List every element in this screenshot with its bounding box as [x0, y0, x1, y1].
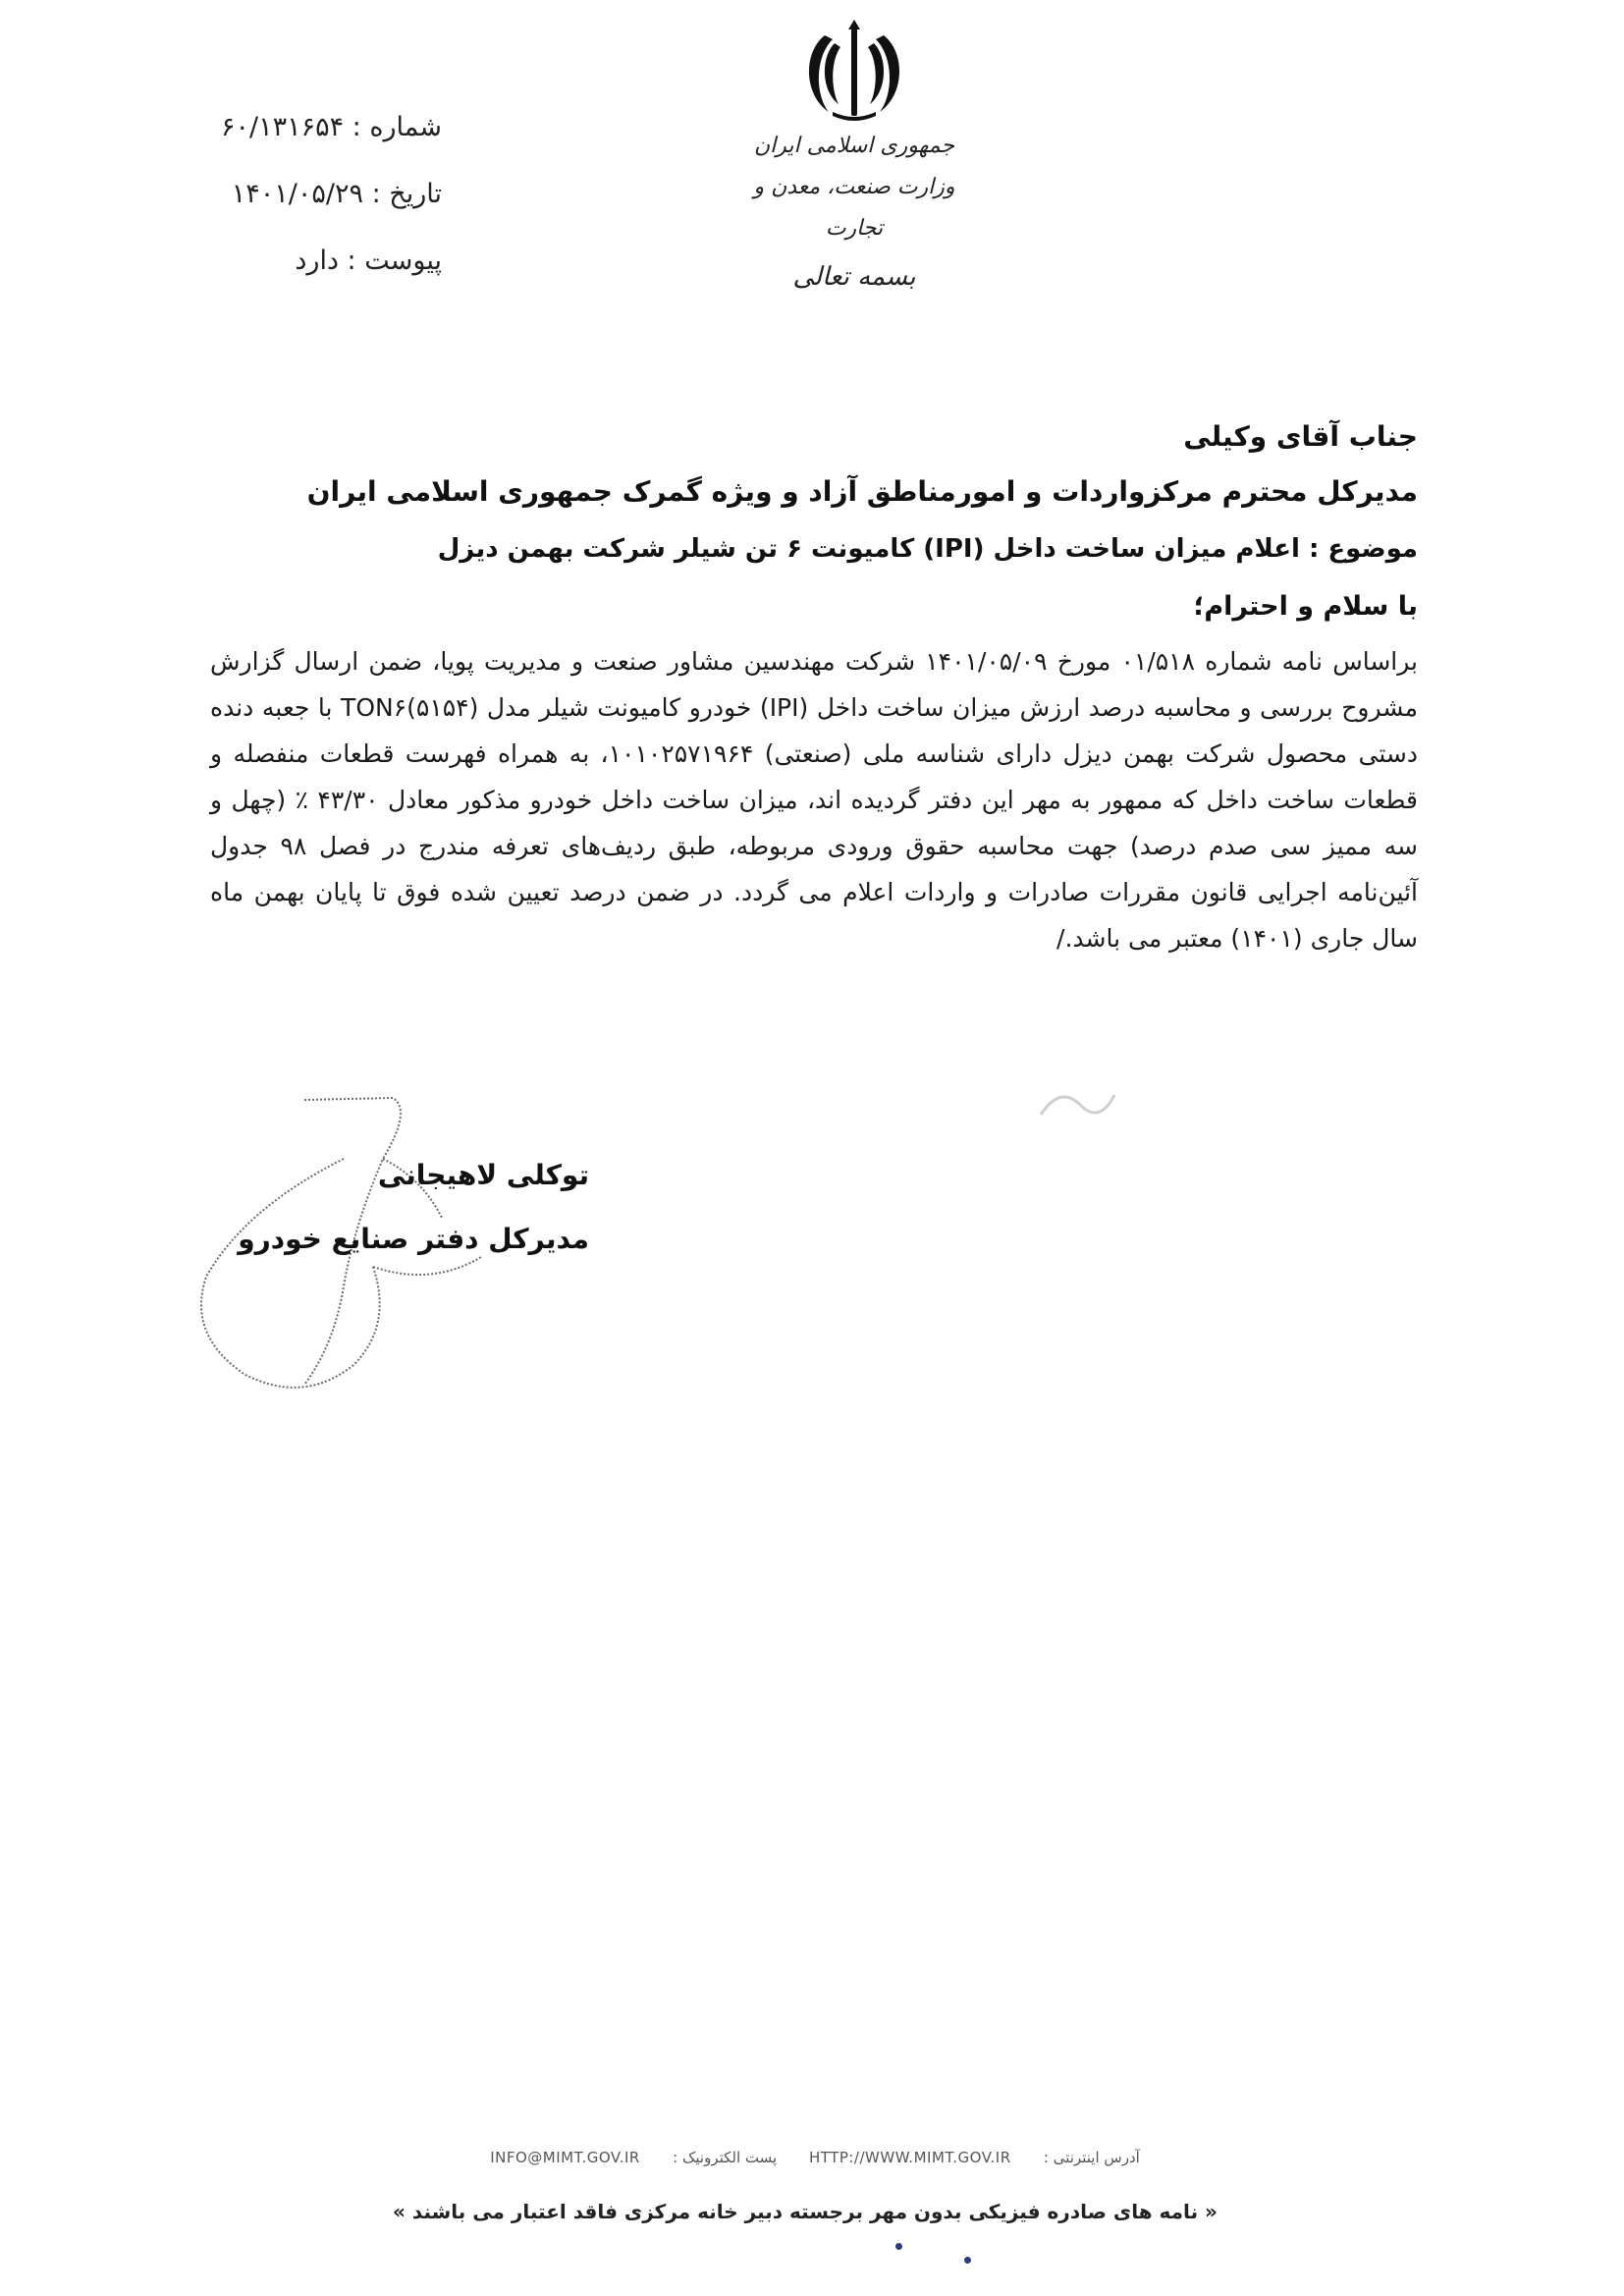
signer-name: توکلی لاهیجانی [377, 1159, 589, 1191]
greeting: با سلام و احترام؛ [1193, 591, 1418, 622]
letter-attachment: پیوست : دارد [295, 246, 442, 276]
footer-dot [964, 2257, 971, 2264]
header-basmala: بسمه تعالی [792, 262, 916, 292]
footer-email-label: پست الکترونیک : [673, 2149, 778, 2166]
letter-meta [128, 94, 442, 295]
letterhead [727, 18, 982, 304]
letter-number: شماره : ۶۰/۱۳۱۶۵۴ [220, 112, 442, 142]
footer-contacts [442, 2149, 1188, 2166]
letter-body: براساس نامه شماره ۰۱/۵۱۸ مورخ ۱۴۰۱/۰۵/۰۹ شرکت مهندسین مشاور صنعت و مدیریت پویا، ضمن ارسال گزارش مشروح بررسی و محاسبه درصد ارزش میزان ساخت داخل (IPI) خودرو کامیونت شیلر مدل (۵۱۵۴)TON۶ با جعبه دنده دستی محصول شرکت بهمن دیزل دارای شناسه ملی (صنعتی) ۱۰۱۰۲۵۷۱۹۶۴، به همراه فهرست قطعات منفصله و قطعات ساخت داخل که ممهور به مهر این دفتر گردیده اند، میزان ساخت داخل خودرو مذکور معادل ۴۳/۳۰ ٪ (چهل و سه ممیز سی صدم درصد) جهت محاسبه حقوق ورودی مربوطه، طبق ردیف‌های تعرفه مندرج در فصل ۹۸ جدول آئین‌نامه اجرایی قانون مقررات صادرات و واردات اعلام می گردد. در ضمن درصد تعیین شده فوق تا پایان بهمن ماه سال جاری (۱۴۰۱) معتبر می باشد./ [210, 647, 1419, 953]
iran-emblem-icon [795, 18, 913, 126]
header-country: جمهوری اسلامی ایران [753, 134, 955, 158]
footer-dot [895, 2243, 902, 2250]
footer-website-label: آدرس اینترنتی : [1043, 2149, 1140, 2166]
signer-title: مدیرکل دفتر صنایع خودرو [238, 1223, 589, 1255]
faint-stamp-mark [1031, 1075, 1119, 1134]
recipient-name: جناب آقای وکیلی [1183, 420, 1418, 453]
footer-website[interactable]: HTTP://WWW.MIMT.GOV.IR [808, 2149, 1011, 2166]
footer-note: « نامه های صادره فیزیکی بدون مهر برجسته دبیر خانه مرکزی فاقد اعتبار می باشند » [393, 2200, 1218, 2223]
letter-date: تاریخ : ۱۴۰۱/۰۵/۲۹ [231, 179, 442, 209]
header-ministry: وزارت صنعت، معدن و تجارت [753, 175, 955, 241]
recipient-title: مدیرکل محترم مرکزواردات و امورمناطق آزاد و ویژه گمرک جمهوری اسلامی ایران [306, 475, 1418, 508]
letter-subject: موضوع : اعلام میزان ساخت داخل (IPI) کامیونت ۶ تن شیلر شرکت بهمن دیزل [437, 534, 1418, 564]
footer-email[interactable]: INFO@MIMT.GOV.IR [490, 2149, 640, 2166]
